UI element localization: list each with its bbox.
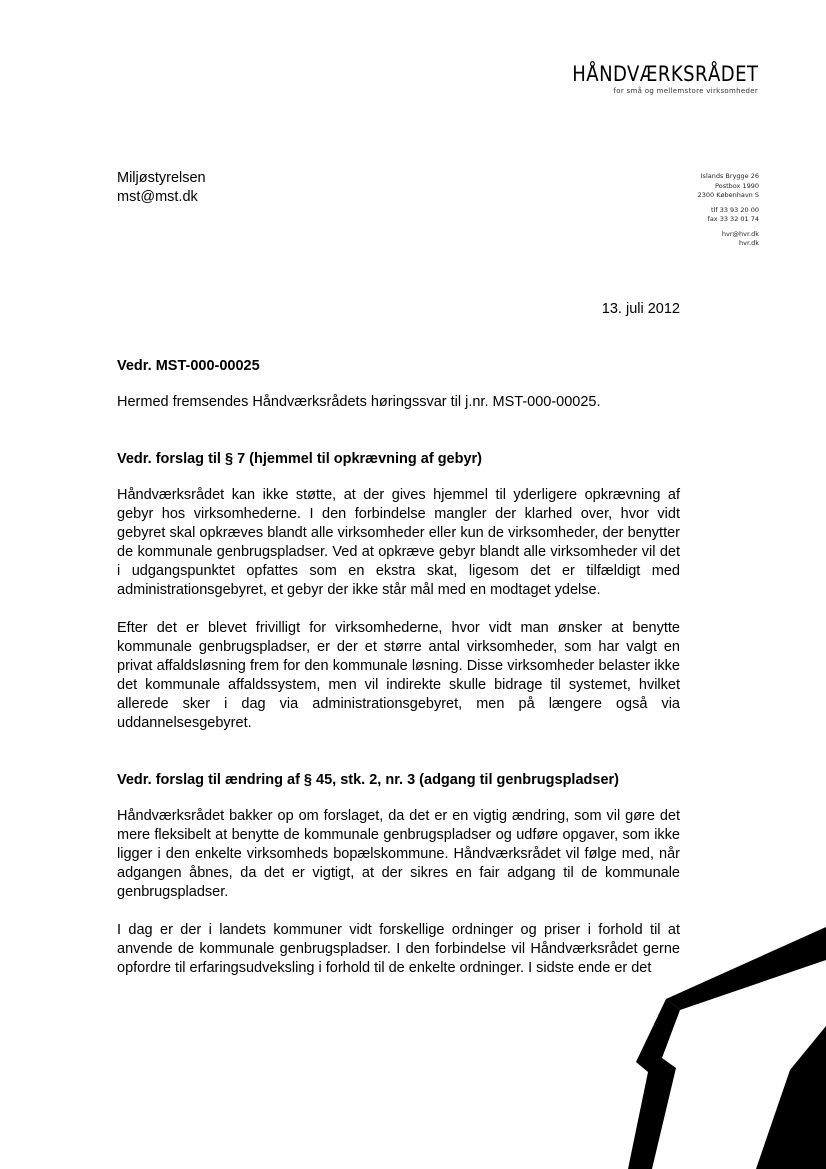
section-paragraph: Håndværksrådet kan ikke støtte, at der gives hjemmel til yderligere opkrævning af gebyr hos virksomhederne. I den forbindelse mangler der klarhed over, hvor vidt gebyret skal opkræves blandt alle virksomheder eller kun de virksomheder, der benytter de kommunale genbrugspladser. Ved at opkræve gebyr blandt alle virksomheder vil det i udgangspunktet opfattes som en ekstra skat, ligesom det er tilfældigt med administrationsgebyret, et gebyr der ikke står mål med en modtaget ydelse. xyxy=(117,487,680,598)
intro-paragraph: Hermed fremsendes Håndværksrådets høringssvar til j.nr. MST-000-00025. xyxy=(117,394,601,410)
letter-date: 13. juli 2012 xyxy=(601,301,680,317)
section-paragraph: Efter det er blevet frivilligt for virksomhederne, hvor vidt man ønsker at benytte kommunale genbrugspladser, er der et større antal virksomheder, som har valgt en privat affaldsløsning frem for den kommunale løsning. Disse virksomheder belaster ikke det kommunale affaldssystem, men vil indirekte skulle bidrage til systemet, hvilket allerede sker i dag via administrationsgebyret, men på længere også via uddannelsesgebyret. xyxy=(117,620,680,731)
corner-wedge xyxy=(756,1026,826,1169)
logo-title: HÅNDVÆRKSRÅDET xyxy=(571,62,758,86)
section-heading: Vedr. forslag til § 7 (hjemmel til opkrævning af gebyr) xyxy=(117,451,483,467)
address-street: Islands Brygge 26 xyxy=(700,172,759,180)
logo-subtitle: for små og mellemstore virksomheder xyxy=(613,87,758,95)
section-heading: Vedr. forslag til ændring af § 45, stk. 2, nr. 3 (adgang til genbrugspladser) xyxy=(117,772,619,788)
section-paragraph: Håndværksrådet bakker op om forslaget, da det er en vigtig ændring, som vil gøre det mere fleksibelt at benytte de kommunale genbrugspladser og udføre opgaver, som ikke ligger i den enkelte virksomheds bopælskommune. Håndværksrådet vil følge med, når adgangen åbnes, da det er vigtigt, at der sikres en fair adgang til de kommunale genbrugspladser. xyxy=(117,808,680,900)
address-fax: fax 33 32 01 74 xyxy=(707,215,759,223)
address-email: hvr@hvr.dk xyxy=(721,229,759,238)
section-paragraph: I dag er der i landets kommuner vidt forskellige ordninger og priser i forhold til at anvende de kommunale genbrugspladser. I den forbindelse vil Håndværksrådet gerne opfordre til erfaringsudveksling i forhold til de enkelte ordninger. I sidste ende er det xyxy=(117,922,680,976)
subject-line: Vedr. MST-000-00025 xyxy=(117,358,260,374)
address-web: hvr.dk xyxy=(739,239,759,247)
corner-stripe xyxy=(628,999,680,1169)
address-postbox: Postbox 1990 xyxy=(715,181,759,190)
address-city: 2300 København S xyxy=(697,191,759,199)
corner-stripe xyxy=(666,927,826,1010)
recipient-email: mst@mst.dk xyxy=(117,189,198,205)
address-phone: tlf 33 93 20 00 xyxy=(711,205,759,214)
recipient-name: Miljøstyrelsen xyxy=(117,170,206,186)
